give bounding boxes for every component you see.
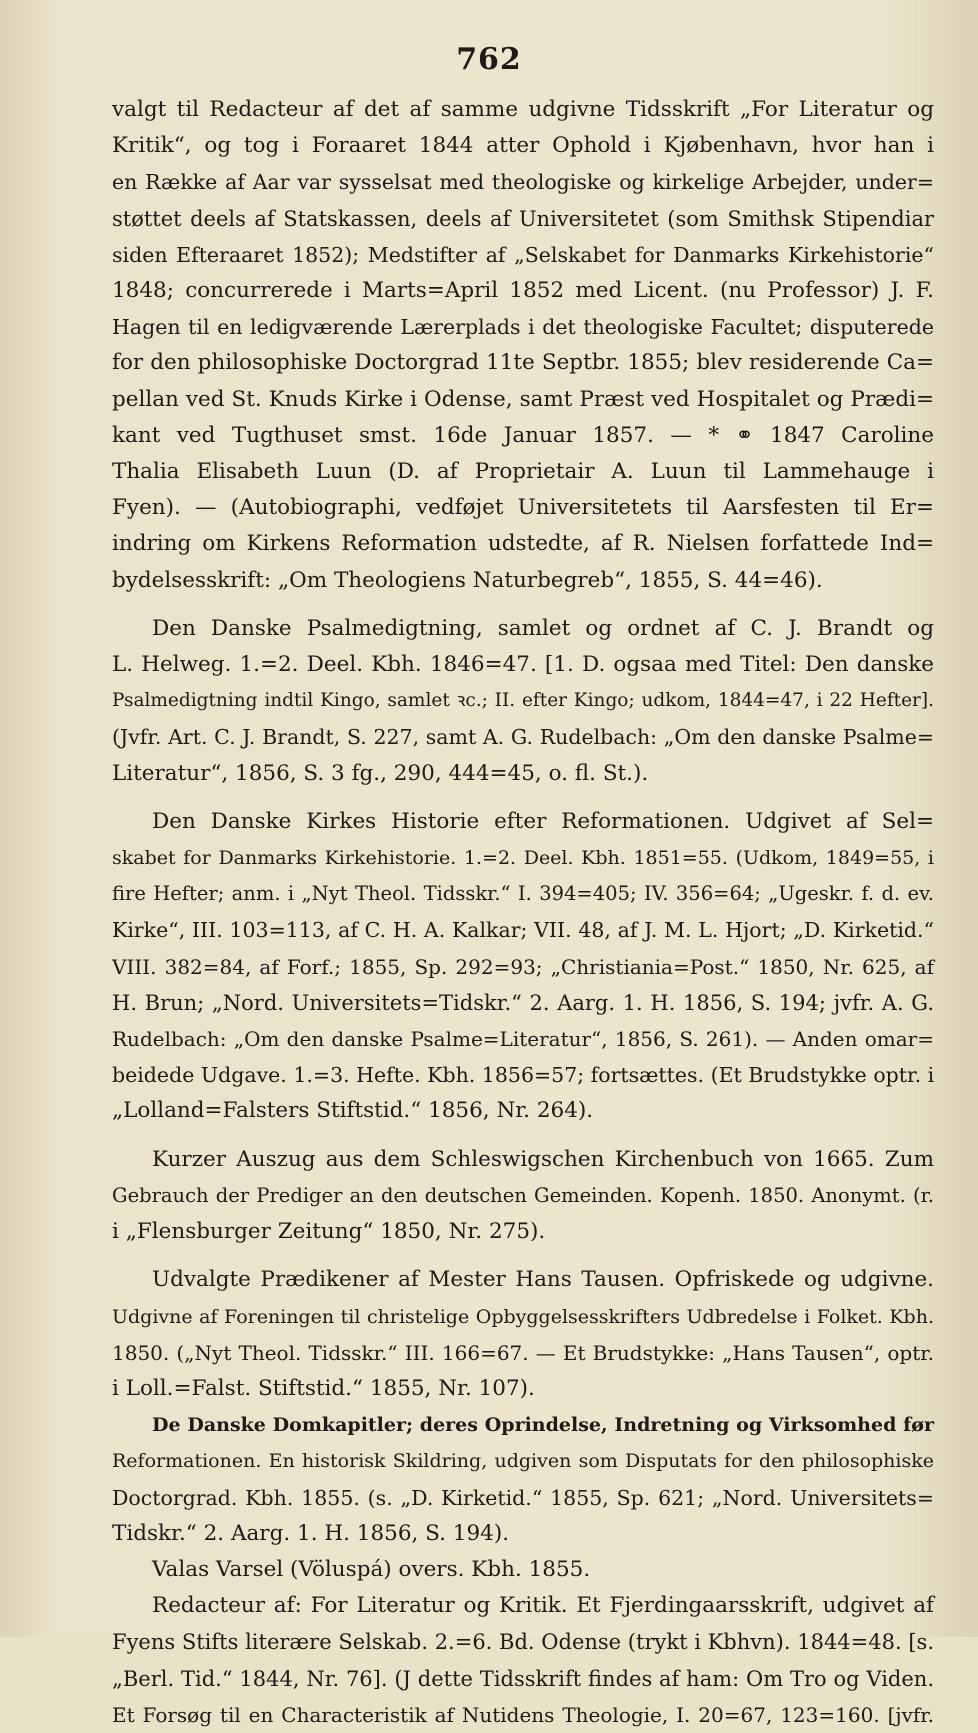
text-line: beidede Udgave. 1.=3. Hefte. Kbh. 1856=57; fortsættes. (Et Brudstykke optr. i: [112, 1063, 935, 1088]
text-line: Psalmedigtning indtil Kingo, samlet ꝛc.; II. efter Kingo; udkom, 1844=47, i 22 Hefter].: [112, 690, 934, 712]
text-line: Fyens Stifts literære Selskab. 2.=6. Bd. Odense (trykt i Kbhvn). 1844=48. [s.: [112, 1630, 934, 1655]
text-line: fire Hefter; anm. i „Nyt Theol. Tidsskr.“ I. 394=405; IV. 356=64; „Ugeskr. f. d. ev.: [112, 882, 934, 906]
text-line: for den philosophiske Doctorgrad 11te Septbr. 1855; blev residerende Ca=: [112, 350, 934, 376]
paragraph-kurzer-auszug: [112, 1142, 934, 1251]
text-line: en Række af Aar var sysselsat med theologiske og kirkelige Arbejder, under=: [112, 170, 934, 195]
text-line: Den Danske Kirkes Historie efter Reformationen. Udgivet af Sel=: [152, 808, 934, 834]
text-line: Valas Varsel (Völuspá) overs. Kbh. 1855.: [152, 1556, 591, 1582]
body-text: [112, 92, 934, 1733]
text-line: Udgivne af Foreningen til christelige Opbyggelsesskrifters Udbredelse i Folket. Kbh.: [112, 1305, 934, 1328]
paragraph-valas-varsel: [112, 1552, 934, 1588]
text-line: Den Danske Psalmedigtning, samlet og ordnet af C. J. Brandt og: [152, 615, 934, 641]
paragraph-gap: [112, 1130, 934, 1142]
text-line: Reformationen. En historisk Skildring, udgiven som Disputats for den philosophiske: [112, 1450, 934, 1473]
text-line: Redacteur af: For Literatur og Kritik. Et Fjerdingaarsskrift, udgivet af: [152, 1593, 934, 1619]
text-line: siden Efteraaret 1852); Medstifter af „Selskabet for Danmarks Kirkehistorie“: [112, 242, 934, 267]
paragraph-domkapitler: [112, 1407, 934, 1552]
paragraph-kirkes-historie: [112, 804, 934, 1130]
text-line: De Danske Domkapitler; deres Oprindelse, Indretning og Virksomhed før: [152, 1414, 934, 1437]
text-line: valgt til Redacteur af det af samme udgivne Tidsskrift „For Literatur og: [112, 97, 934, 122]
text-line: Literatur“, 1856, S. 3 fg., 290, 444=45, o. fl. St.).: [112, 760, 649, 786]
text-line: Kirke“, III. 103=113, af C. H. A. Kalkar; VII. 48, af J. M. L. Hjort; „D. Kirketid.“: [112, 918, 934, 943]
text-line: L. Helweg. 1.=2. Deel. Kbh. 1846=47. [1. D. ogsaa med Titel: Den danske: [112, 652, 934, 678]
text-line: H. Brun; „Nord. Universitets=Tidskr.“ 2. Aarg. 1. H. 1856, S. 194; jvfr. A. G.: [112, 990, 934, 1015]
text-line: Rudelbach: „Om den danske Psalme=Literatur“, 1856, S. 261). — Anden omar=: [112, 1027, 934, 1052]
text-line: VIII. 382=84, af Forf.; 1855, Sp. 292=93; „Christiania=Post.“ 1850, Nr. 625, af: [112, 954, 934, 979]
text-line: i Loll.=Falst. Stiftstid.“ 1855, Nr. 107).: [112, 1375, 535, 1401]
text-line: Et Forsøg til en Characteristik af Nutidens Theologie, I. 20=67, 123=160. [jvfr.: [112, 1702, 934, 1727]
text-line: Doctorgrad. Kbh. 1855. (s. „D. Kirketid.“ 1855, Sp. 621; „Nord. Universitets=: [112, 1485, 934, 1510]
paragraph-redacteur: [112, 1588, 934, 1733]
text-line: Thalia Elisabeth Luun (D. af Proprietair A. Luun til Lammehauge i: [112, 459, 934, 485]
paragraph-gap: [112, 1250, 934, 1262]
paragraph-gap: [112, 792, 934, 804]
text-line: (Jvfr. Art. C. J. Brandt, S. 227, samt A. G. Rudelbach: „Om den danske Psalme=: [112, 725, 934, 750]
paragraph-gap: [112, 599, 934, 611]
paragraph-praedikener: [112, 1262, 934, 1407]
text-line: Kurzer Auszug aus dem Schleswigschen Kirchenbuch von 1665. Zum: [152, 1146, 934, 1172]
text-line: 1850. („Nyt Theol. Tidsskr.“ III. 166=67. — Et Brudstykke: „Hans Tausen“, optr.: [112, 1340, 934, 1365]
paragraph-salmedigtning: [112, 611, 934, 792]
text-line: Hagen til en ledigværende Lærerplads i det theologiske Facultet; disputerede: [112, 315, 934, 340]
text-line: Fyen). — (Autobiographi, vedføjet Universitetets til Aarsfesten til Er=: [112, 495, 934, 521]
text-line: kant ved Tugthuset smst. 16de Januar 1857. — * ⚭ 1847 Caroline: [112, 422, 934, 448]
text-line: „Lolland=Falsters Stiftstid.“ 1856, Nr. 264).: [112, 1098, 594, 1124]
text-line: „Berl. Tid.“ 1844, Nr. 76]. (J dette Tidsskrift findes af ham: Om Tro og Viden.: [112, 1666, 934, 1691]
text-line: bydelsesskrift: „Om Theologiens Naturbegreb“, 1855, S. 44=46).: [112, 567, 823, 593]
text-line: indring om Kirkens Reformation udstedte, af R. Nielsen forfattede Ind=: [112, 531, 934, 557]
text-line: Gebrauch der Prediger an den deutschen Gemeinden. Kopenh. 1850. Anonymt. (r.: [112, 1183, 934, 1207]
text-line: Udvalgte Prædikener af Mester Hans Tausen. Opfriskede og udgivne.: [152, 1267, 934, 1293]
text-line: Kritik“, og tog i Foraaret 1844 atter Ophold i Kjøbenhavn, hvor han i: [112, 133, 934, 159]
text-line: støttet deels af Statskassen, deels af Universitetet (som Smithsk Stipendiar: [112, 206, 934, 231]
text-line: skabet for Danmarks Kirkehistorie. 1.=2. Deel. Kbh. 1851=55. (Udkom, 1849=55, i: [112, 847, 934, 870]
paragraph-biography: [112, 92, 934, 599]
text-line: Tidskr.“ 2. Aarg. 1. H. 1856, S. 194).: [112, 1520, 510, 1546]
text-line: i „Flensburger Zeitung“ 1850, Nr. 275).: [112, 1219, 546, 1245]
page-number: 762: [456, 42, 522, 77]
text-line: 1848; concurrerede i Marts=April 1852 med Licent. (nu Professor) J. F.: [112, 278, 934, 304]
text-line: pellan ved St. Knuds Kirke i Odense, samt Præst ved Hospitalet og Prædi=: [112, 386, 934, 412]
